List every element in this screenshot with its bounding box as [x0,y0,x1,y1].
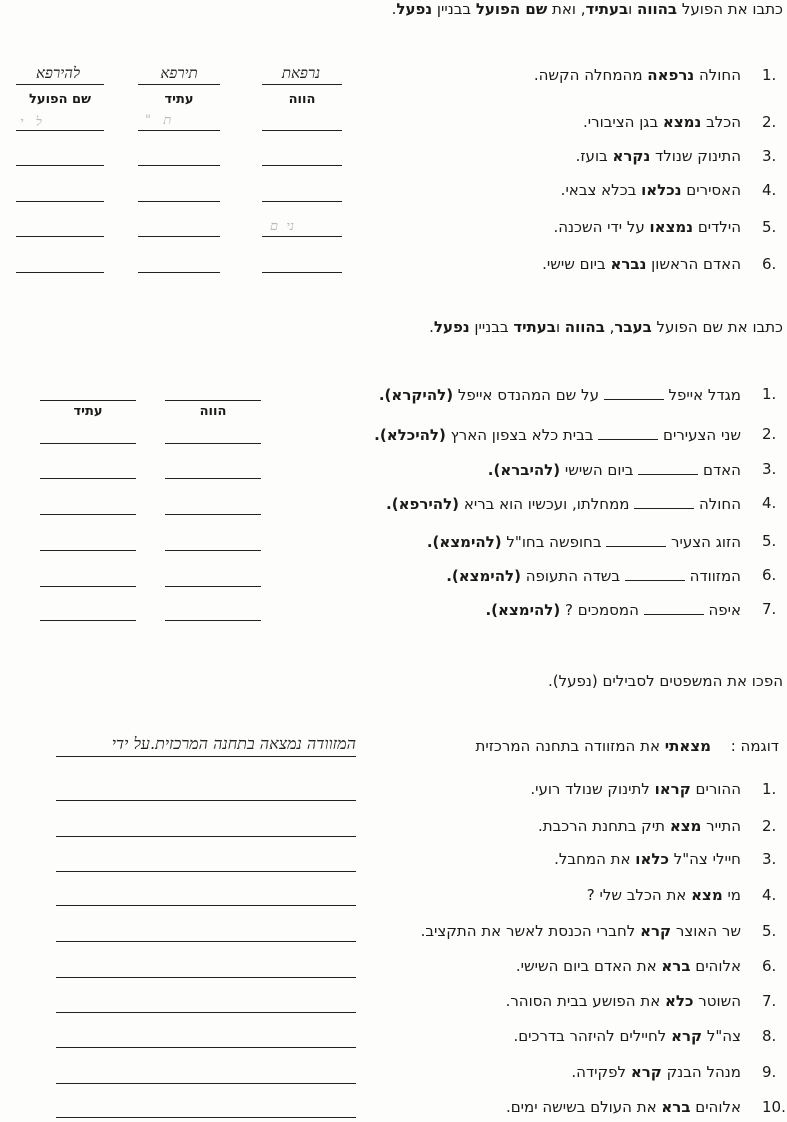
pencil-trace: ת " [145,113,172,128]
s1-item-num: 3. [762,147,777,165]
s1-item-sentence: האדם הראשון נברא ביום שישי. [542,255,741,273]
s3-item-sentence: התייר מצא תיק בתחנת הרכבת. [537,817,741,835]
s1-answer-line[interactable] [138,130,220,131]
s2-answer-line[interactable] [165,514,261,515]
s2-answer-line[interactable] [40,443,136,444]
example-shem-handwritten: להירפא [36,64,80,82]
s3-item-sentence: ההורים קראו לתינוק שנולד רועי. [530,780,741,798]
s3-item-num: 10. [762,1098,786,1116]
s3-answer-line[interactable] [56,1047,356,1048]
inline-blank[interactable] [598,425,658,440]
s2-item-sentence: האדם ביום השישי (להיברא). [487,461,741,479]
s1-answer-line[interactable] [262,165,342,166]
s1-answer-line[interactable] [16,201,104,202]
s1-item-sentence: הכלב נמצא בגן הציבורי. [583,113,741,131]
s1-item-sentence: האסירים נכלאו בכלא צבאי. [560,181,741,199]
s3-item-sentence: שר האוצר קרא לחברי הכנסת לאשר את התקציב. [420,922,741,940]
s1-answer-line[interactable] [138,272,220,273]
s2-answer-line[interactable] [165,586,261,587]
s2-col-header-hove: הווה [199,404,227,419]
s2-answer-line[interactable] [165,478,261,479]
s3-item-sentence: מנהל הבנק קרא לפקידה. [571,1063,741,1081]
s2-item-num: 1. [762,385,777,403]
s2-answer-line[interactable] [40,478,136,479]
s1-answer-line[interactable] [262,130,342,131]
inline-blank[interactable] [604,385,664,400]
s1-item-sentence: החולה נרפאה מהמחלה הקשה. [533,66,741,84]
section3-instruction: הפכו את המשפטים לסבילים (נפעל). [547,672,783,690]
s1-answer-line[interactable] [16,165,104,166]
s3-item-num: 6. [762,957,777,975]
s2-item-sentence: איפה המסמכים ? (להימצא). [485,601,741,619]
inline-blank[interactable] [644,600,704,615]
s3-item-num: 5. [762,922,777,940]
s1-answer-line[interactable] [16,272,104,273]
s3-item-num: 3. [762,850,777,868]
s1-item-num: 1. [762,66,777,84]
s3-item-sentence: צה"ל קרא לחיילים להיזהר בדרכים. [513,1027,741,1045]
s2-header-line [165,400,261,401]
example-answer-underline [56,756,356,757]
s2-answer-line[interactable] [165,550,261,551]
s3-item-sentence: אלוהים ברא את העולם בשישה ימים. [505,1098,741,1116]
s2-item-num: 2. [762,425,777,443]
s1-answer-line[interactable] [138,236,220,237]
s2-answer-line[interactable] [165,443,261,444]
inline-blank[interactable] [634,494,694,509]
inline-blank[interactable] [606,532,666,547]
s2-answer-line[interactable] [165,620,261,621]
s1-answer-line[interactable] [262,272,342,273]
example-sentence: מצאתי את המזוודה בתחנה המרכזית [475,737,711,755]
s2-item-sentence: שני הצעירים בבית כלא בצפון הארץ (להיכלא). [374,426,741,444]
section1-instruction: כתבו את הפועל בהווה ובעתיד, ואת שם הפועל בבניין נפעל. [391,0,783,18]
s3-answer-line[interactable] [56,871,356,872]
s2-header-line [40,400,136,401]
s3-answer-line[interactable] [56,977,356,978]
s3-item-num: 1. [762,780,777,798]
s3-item-num: 9. [762,1063,777,1081]
s2-item-sentence: החולה ממחלתו, ועכשיו הוא בריא (להירפא). [386,495,741,513]
s3-answer-line[interactable] [56,1083,356,1084]
s2-item-num: 5. [762,532,777,550]
s2-item-num: 7. [762,600,777,618]
pencil-trace: ני ם [270,219,295,234]
s2-answer-line[interactable] [40,586,136,587]
s2-col-header-atid: עתיד [73,404,103,419]
inline-blank[interactable] [638,460,698,475]
s3-answer-line[interactable] [56,800,356,801]
col-header-shem: שם הפועל [29,92,91,107]
example-hove-handwritten: נרפאת [281,64,321,82]
s3-item-sentence: מי מצא את הכלב שלי ? [586,886,741,904]
section2-instruction: כתבו את שם הפועל בעבר, בהווה ובעתיד בבניין נפעל. [429,318,783,336]
s3-answer-line[interactable] [56,1012,356,1013]
s3-answer-line[interactable] [56,836,356,837]
s1-answer-line[interactable] [262,236,342,237]
inline-blank[interactable] [625,566,685,581]
s2-item-sentence: הזוג הצעיר בחופשה בחו"ל (להימצא). [426,533,741,551]
s3-item-num: 8. [762,1027,777,1045]
s1-answer-line[interactable] [262,201,342,202]
s1-item-num: 6. [762,255,777,273]
s2-answer-line[interactable] [40,550,136,551]
s2-item-num: 4. [762,494,777,512]
s1-item-num: 4. [762,181,777,199]
col-header-hove: הווה [288,92,316,107]
example-line-atid [138,84,220,85]
s2-item-num: 3. [762,460,777,478]
s1-item-sentence: הילדים נמצאו על ידי השכנה. [553,218,741,236]
s1-answer-line[interactable] [138,165,220,166]
s1-item-num: 2. [762,113,777,131]
s3-item-sentence: השוטר כלא את הפושע בבית הסוהר. [505,992,741,1010]
example-answer-handwritten: המזוודה נמצאה בתחנה המרכזית.על ידי [111,734,356,753]
s3-item-num: 2. [762,817,777,835]
example-atid-handwritten: תירפא [160,64,198,82]
s3-item-num: 4. [762,886,777,904]
s3-answer-line[interactable] [56,1117,356,1118]
s3-item-sentence: אלוהים ברא את האדם ביום השישי. [515,957,741,975]
s3-item-sentence: חיילי צה"ל כלאו את המחבל. [554,850,741,868]
s2-item-num: 6. [762,566,777,584]
s3-answer-line[interactable] [56,905,356,906]
s1-item-sentence: התינוק שנולד נקרא בועז. [575,147,741,165]
s1-answer-line[interactable] [16,236,104,237]
s1-item-num: 5. [762,218,777,236]
example-line-hove [262,84,342,85]
s2-answer-line[interactable] [40,514,136,515]
pencil-trace: ל י [20,115,42,130]
example-label: דוגמה : [730,737,779,755]
s3-item-num: 7. [762,992,777,1010]
example-line-shem [16,84,104,85]
s3-answer-line[interactable] [56,941,356,942]
s2-item-sentence: המזוודה בשדה התעופה (להימצא). [446,567,741,585]
s2-answer-line[interactable] [40,620,136,621]
s1-answer-line[interactable] [138,201,220,202]
s1-answer-line[interactable] [16,130,104,131]
col-header-atid: עתיד [164,92,194,107]
s2-item-sentence: מגדל אייפל על שם המהנדס אייפל (להיקרא). [378,386,741,404]
